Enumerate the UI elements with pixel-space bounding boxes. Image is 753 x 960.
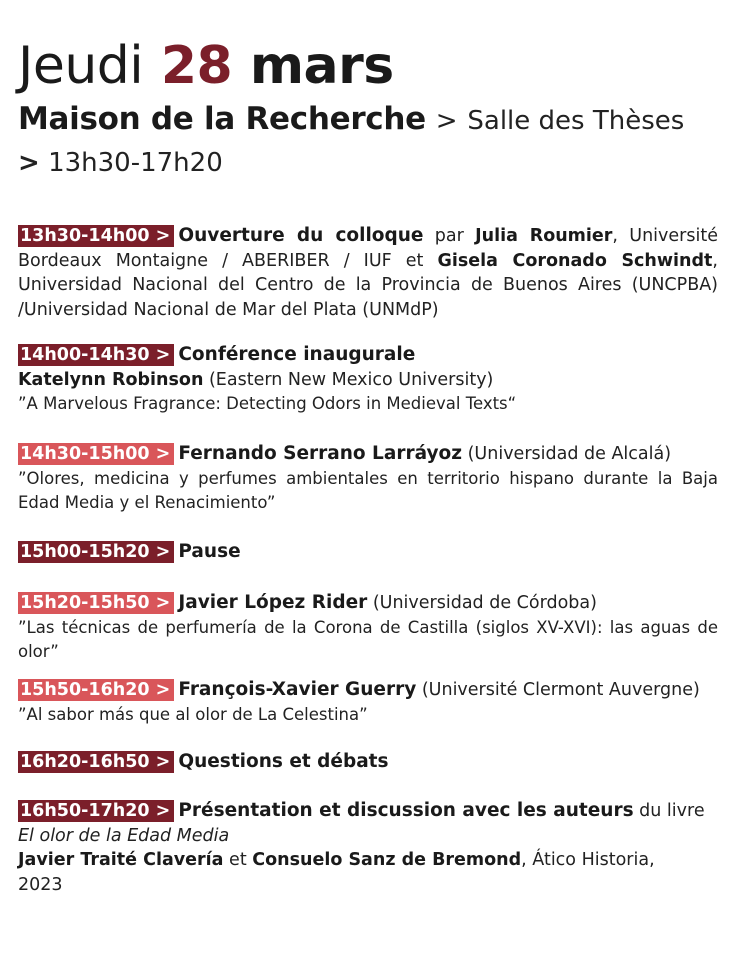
session-talk: [18, 591, 718, 665]
time-range: 13h30-17h20: [48, 148, 223, 178]
session-break: [18, 540, 718, 565]
speaker-affiliation: (Université Clermont Auvergne): [421, 680, 700, 700]
time-badge: 15h20-15h50 >: [18, 592, 174, 614]
speaker-name: François-Xavier Guerry: [178, 679, 417, 700]
session-text: , Université Bordeaux Montaigne / ABERIBER / IUF et: [18, 226, 718, 271]
speaker-affiliation: (Eastern New Mexico University): [208, 369, 494, 390]
publisher-info: , Ático Historia, 2023: [18, 850, 655, 895]
time-badge: 14h30-15h00 >: [18, 443, 174, 465]
session-opening: [18, 224, 718, 322]
session-title: Pause: [178, 541, 241, 562]
author-name: Javier Traité Clavería: [18, 850, 224, 870]
time-separator: >: [18, 148, 40, 178]
time-badge: 16h20-16h50 >: [18, 751, 174, 773]
venue-name: Maison de la Recherche: [18, 101, 426, 137]
session-title: Questions et débats: [178, 751, 389, 772]
session-title: Ouverture du colloque: [178, 225, 424, 246]
time-badge: 14h00-14h30 >: [18, 344, 174, 366]
time-badge: 16h50-17h20 >: [18, 800, 174, 822]
time-range-line: [18, 145, 223, 181]
title-date-number: 28: [160, 36, 233, 96]
talk-title: ”Al sabor más que al olor de La Celestina”: [18, 704, 368, 724]
author-name: Consuelo Sanz de Bremond: [252, 850, 522, 870]
time-badge: 15h50-16h20 >: [18, 679, 174, 701]
session-text: par: [434, 226, 464, 246]
session-text: et: [229, 850, 247, 870]
speaker-name: Julia Roumier: [475, 226, 613, 246]
talk-title: ”Olores, medicina y perfumes ambientales en territorio hispano durante la Baja Edad Media y el Renacimiento”: [18, 468, 718, 512]
time-badge: 13h30-14h00 >: [18, 225, 174, 247]
speaker-name: Fernando Serrano Larráyoz: [178, 443, 463, 464]
session-title: Présentation et discussion avec les auteurs: [178, 800, 634, 821]
session-book-presentation: [18, 799, 718, 897]
page-title: [18, 36, 394, 96]
session-talk: [18, 678, 718, 727]
session-talk: [18, 442, 718, 516]
room-name: Salle des Thèses: [467, 106, 685, 136]
speaker-affiliation: (Universidad de Córdoba): [372, 593, 597, 613]
speaker-name: Katelynn Robinson: [18, 369, 204, 390]
session-keynote: [18, 343, 718, 417]
title-month: mars: [249, 36, 394, 96]
session-discussion: [18, 750, 718, 775]
speaker-name: Gisela Coronado Schwindt: [437, 250, 713, 271]
speaker-affiliation: (Universidad de Alcalá): [467, 444, 672, 464]
session-text: du livre: [639, 801, 705, 821]
book-title: El olor de la Edad Media: [18, 825, 230, 846]
title-day: Jeudi: [18, 36, 144, 96]
speaker-name: Javier López Rider: [178, 592, 368, 613]
venue-line: [18, 98, 684, 142]
session-title: Conférence inaugurale: [178, 344, 416, 365]
time-badge: 15h00-15h20 >: [18, 541, 174, 563]
talk-title: ”Las técnicas de perfumería de la Corona de Castilla (siglos XV-XVI): las aguas de olor”: [18, 617, 718, 661]
session-text: , Universidad Nacional del Centro de la Provincia de Buenos Aires (UNCPBA) /Universidad Nacional de Mar del Plata (UNMdP): [18, 250, 718, 320]
room-separator: >: [435, 106, 458, 136]
talk-title: ”A Marvelous Fragrance: Detecting Odors in Medieval Texts“: [18, 394, 517, 413]
